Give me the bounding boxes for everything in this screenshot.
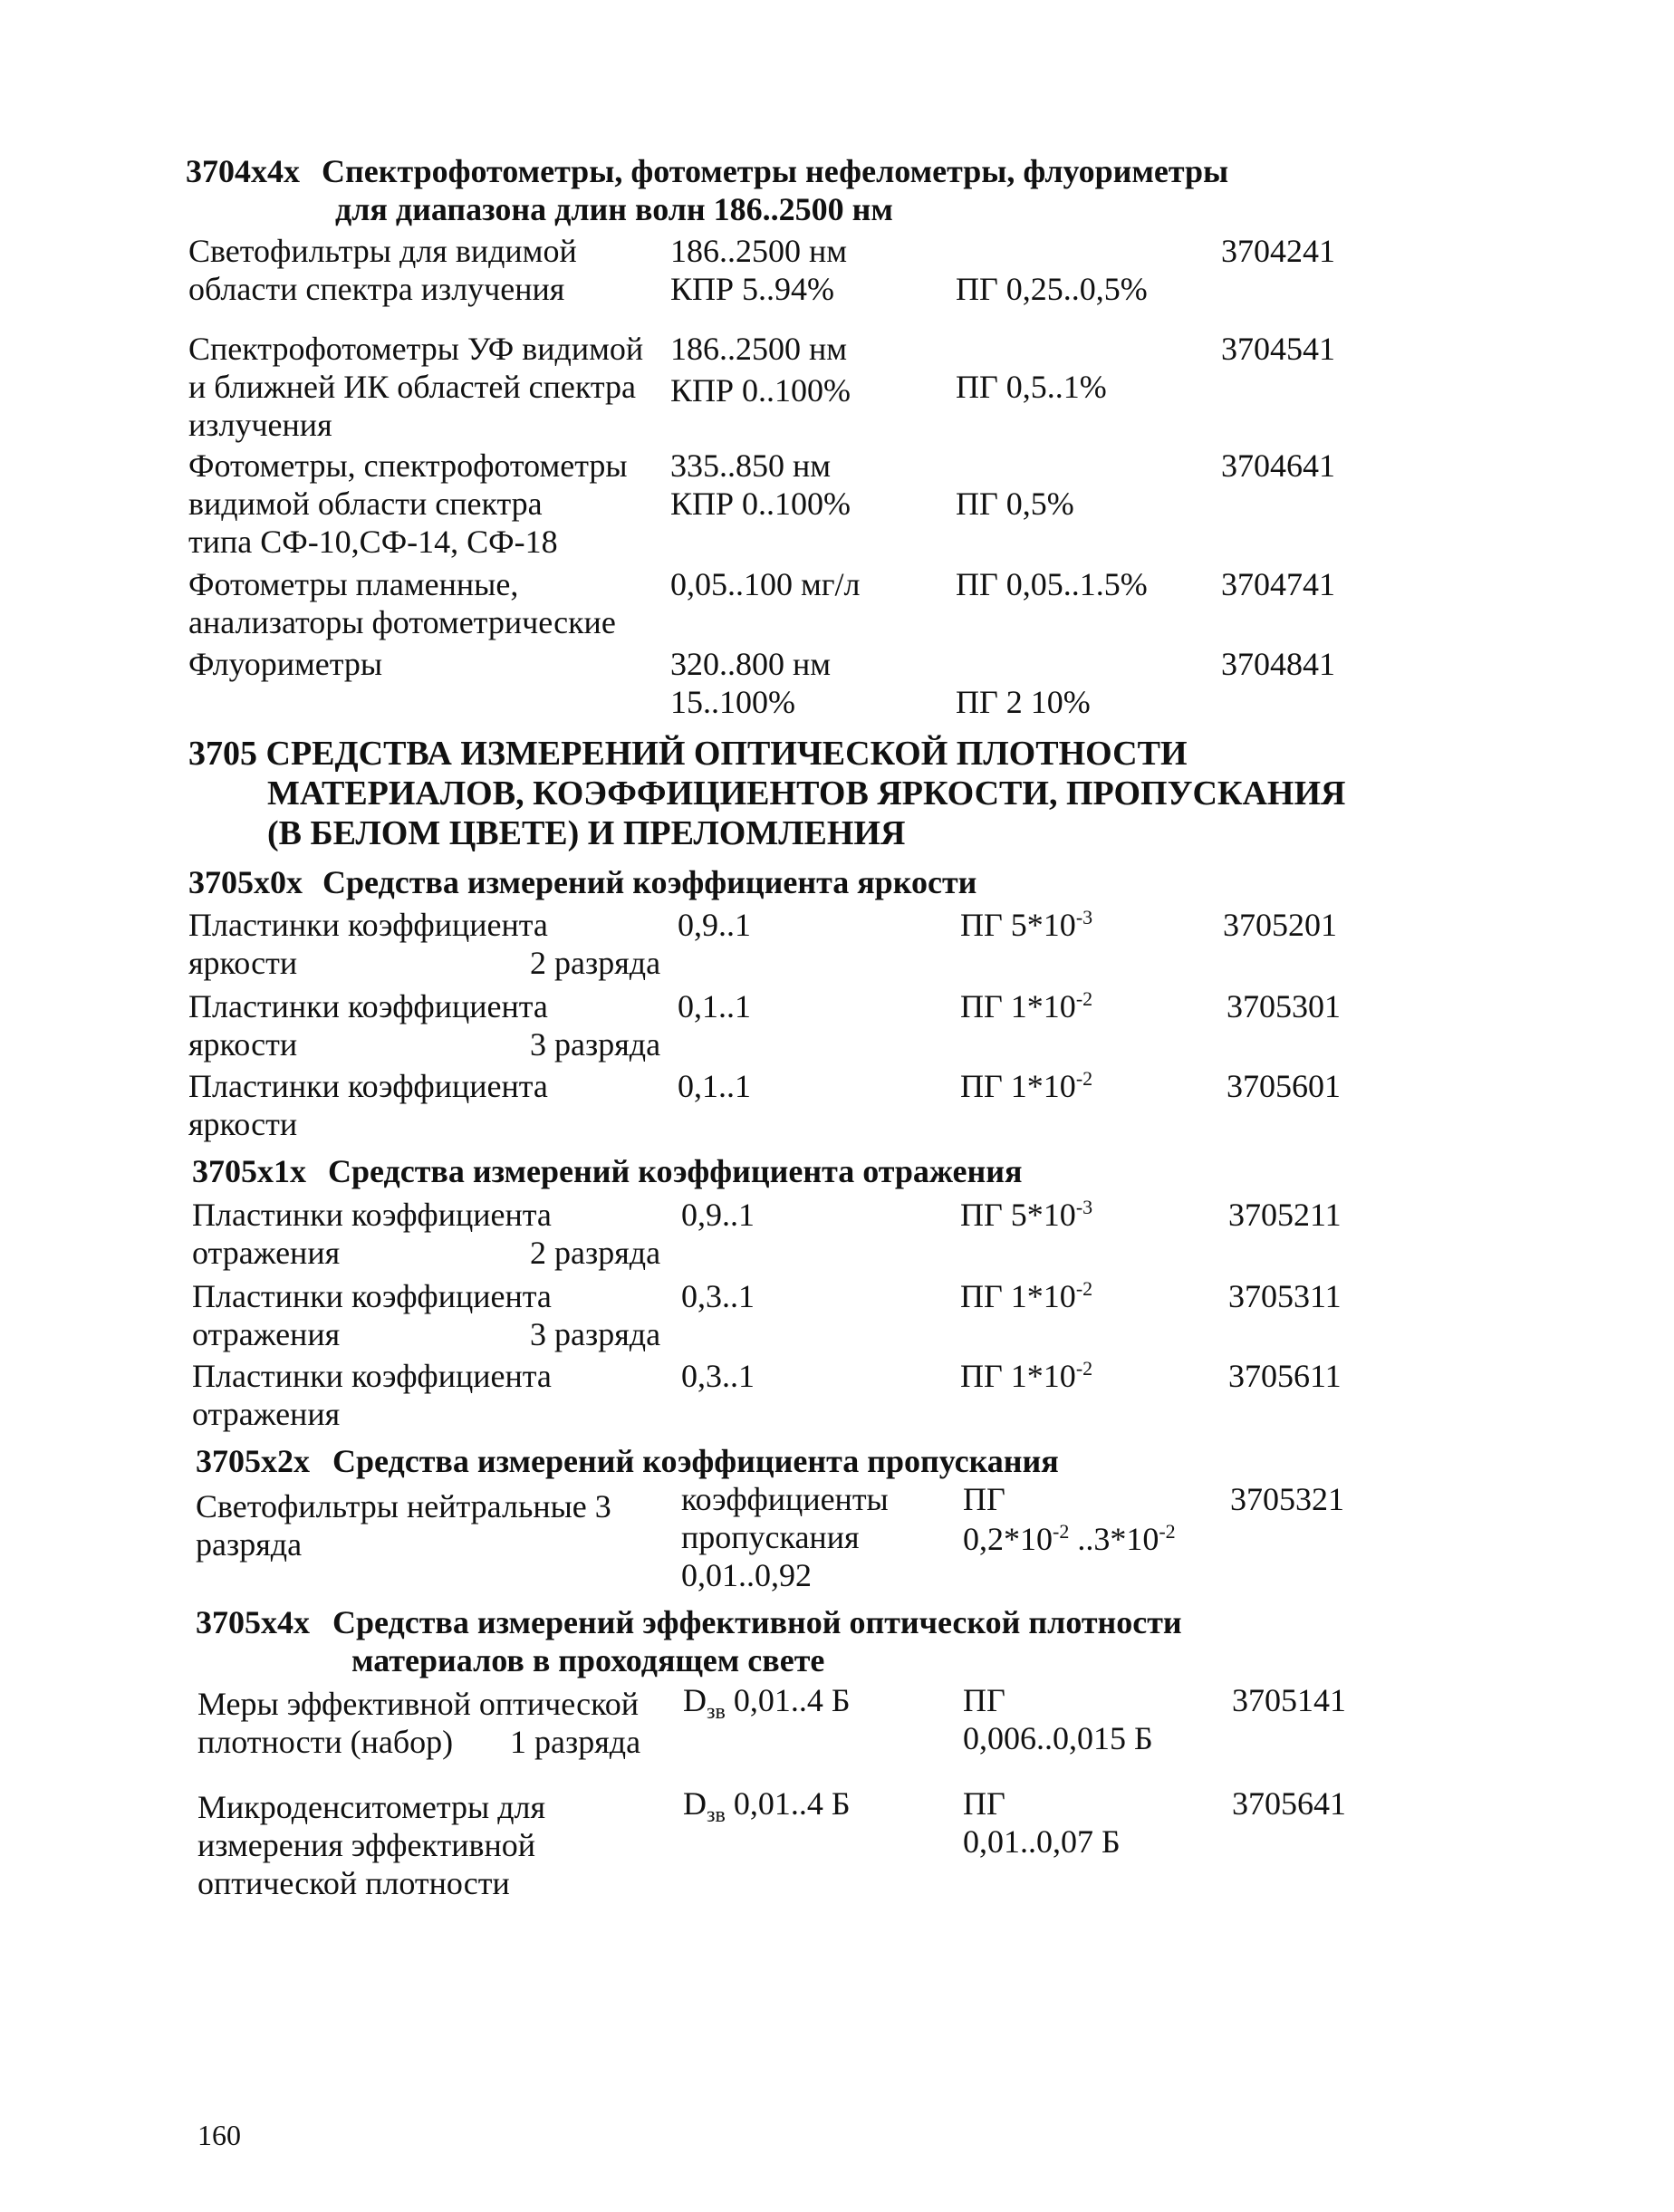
item-name-cont: видимой области спектра — [188, 486, 543, 522]
subsection-title: Средства измерений коэффициента отражения — [328, 1153, 1023, 1189]
subsection-code: 3705x0x — [188, 864, 303, 900]
section-heading-cont: МАТЕРИАЛОВ, КОЭФФИЦИЕНТОВ ЯРКОСТИ, ПРОПУСКАНИЯ — [267, 774, 1346, 813]
item-range: коэффициенты — [681, 1481, 889, 1517]
subsection-title: Средства измерений эффективной оптической плотности — [332, 1604, 1182, 1640]
item-code: 3704241 — [1221, 233, 1335, 269]
item-grade: 3 разряда — [530, 1316, 661, 1352]
item-accuracy: ПГ — [963, 1785, 1005, 1822]
item-name: Фотометры пламенные, — [188, 566, 519, 602]
subsection-code: 3705x2x — [196, 1443, 310, 1479]
item-name-cont: яркости — [188, 1026, 298, 1063]
item-accuracy: ПГ — [963, 1682, 1005, 1718]
item-range-cont: 0,01..0,92 — [681, 1557, 812, 1593]
item-name-cont: плотности (набор) — [197, 1724, 454, 1760]
item-accuracy: ПГ — [963, 1481, 1005, 1517]
item-accuracy-cont: 0,006..0,015 Б — [963, 1720, 1153, 1756]
item-accuracy: ПГ $1*10^{-2}$ — [960, 987, 1093, 1024]
item-code: 3705311 — [1228, 1278, 1342, 1314]
item-code: 3704641 — [1221, 447, 1335, 484]
subsection-code: 3704x4x — [186, 153, 300, 189]
subsection-title-cont: для диапазона длин волн 186..2500 нм — [335, 191, 893, 227]
item-code: 3705611 — [1228, 1358, 1342, 1394]
item-name: Пластинки коэффициента — [188, 988, 548, 1024]
subsection-code: 3705x1x — [192, 1153, 306, 1189]
item-name: Пластинки коэффициента — [188, 1068, 548, 1104]
item-name: Пластинки коэффициента — [192, 1278, 552, 1314]
item-grade: 2 разряда — [530, 945, 661, 981]
item-accuracy: ПГ 0,05..1.5% — [956, 566, 1148, 602]
item-name-cont: и ближней ИК областей спектра — [188, 369, 637, 405]
section-heading-cont: (В БЕЛОМ ЦВЕТЕ) И ПРЕЛОМЛЕНИЯ — [267, 814, 906, 852]
item-name-cont: отражения — [192, 1316, 341, 1352]
item-accuracy: ПГ $1*10^{-2}$ — [960, 1277, 1093, 1314]
subsection-code: 3705x4x — [196, 1604, 310, 1640]
item-name-cont: оптической плотности — [197, 1865, 510, 1901]
item-code: 3705641 — [1232, 1785, 1346, 1822]
item-name: Светофильтры для видимой — [188, 233, 577, 269]
item-range-cont: КПР 0..100% — [670, 486, 851, 522]
item-code: 3705601 — [1227, 1068, 1341, 1104]
item-accuracy: ПГ 0,25..0,5% — [956, 271, 1148, 307]
item-code: 3705141 — [1232, 1682, 1346, 1718]
item-accuracy: ПГ $1*10^{-2}$ — [960, 1357, 1093, 1394]
item-accuracy: ПГ $5*10^{-3}$ — [960, 1196, 1093, 1233]
item-range-cont: 15..100% — [670, 684, 795, 720]
item-range: 320..800 нм — [670, 646, 832, 682]
item-name: Фотометры, спектрофотометры — [188, 447, 628, 484]
item-name-cont: разряда — [196, 1526, 303, 1563]
item-range: 0,3..1 — [681, 1358, 755, 1394]
item-name-cont: анализаторы фотометрические — [188, 604, 616, 640]
item-range: 0,05..100 мг/л — [670, 566, 861, 602]
item-grade: 3 разряда — [530, 1026, 661, 1063]
item-code: 3704841 — [1221, 646, 1335, 682]
item-range: 0,9..1 — [681, 1197, 755, 1233]
item-name: Спектрофотометры УФ видимой — [188, 331, 644, 367]
item-name: Флуориметры — [188, 646, 383, 682]
item-code: 3705301 — [1227, 988, 1341, 1024]
item-range: $D_{зв}$ 0,01..4 Б — [683, 1785, 851, 1828]
item-range: 0,3..1 — [681, 1278, 755, 1314]
item-name: Светофильтры нейтральные 3 — [196, 1488, 611, 1524]
subsection-title-cont: материалов в проходящем свете — [351, 1642, 825, 1678]
item-accuracy: ПГ 2 10% — [956, 684, 1091, 720]
item-accuracy: ПГ $5*10^{-3}$ — [960, 906, 1093, 943]
item-name: Пластинки коэффициента — [188, 907, 548, 943]
item-grade: 2 разряда — [530, 1235, 661, 1271]
item-range: 186..2500 нм — [670, 331, 848, 367]
item-accuracy-cont: $0,2*10^{-2}$ $..3*10^{-2}$ — [963, 1520, 1176, 1557]
item-name-cont: яркости — [188, 945, 298, 981]
item-name: Пластинки коэффициента — [192, 1197, 552, 1233]
item-code: 3705201 — [1223, 907, 1337, 943]
item-name: Меры эффективной оптической — [197, 1686, 640, 1722]
item-code: 3704541 — [1221, 331, 1335, 367]
item-name-cont: области спектра излучения — [188, 271, 565, 307]
item-range: 0,1..1 — [678, 988, 751, 1024]
item-name-cont: отражения — [192, 1235, 341, 1271]
item-range: 186..2500 нм — [670, 233, 848, 269]
item-accuracy: ПГ 0,5% — [956, 486, 1074, 522]
item-range: 0,9..1 — [678, 907, 751, 943]
item-grade: 1 разряда — [510, 1724, 641, 1760]
item-accuracy-cont: 0,01..0,07 Б — [963, 1823, 1121, 1860]
subsection-title: Средства измерений коэффициента пропускания — [332, 1443, 1059, 1479]
item-name-cont: отражения — [192, 1396, 341, 1432]
item-name-cont: типа СФ-10,СФ-14, СФ-18 — [188, 524, 558, 560]
item-accuracy: ПГ 0,5..1% — [956, 369, 1107, 405]
item-name: Пластинки коэффициента — [192, 1358, 552, 1394]
subsection-title: Спектрофотометры, фотометры нефелометры, флуориметры — [322, 153, 1229, 189]
item-code: 3704741 — [1221, 566, 1335, 602]
item-range-cont: КПР 0..100% — [670, 372, 851, 409]
subsection-title: Средства измерений коэффициента яркости — [322, 864, 977, 900]
item-range: 0,1..1 — [678, 1068, 751, 1104]
item-name: Микроденситометры для — [197, 1789, 546, 1825]
item-name-cont: излучения — [188, 407, 332, 443]
item-name-cont: измерения эффективной — [197, 1827, 536, 1863]
item-range: $D_{зв}$ 0,01..4 Б — [683, 1682, 851, 1725]
item-range: 335..850 нм — [670, 447, 832, 484]
item-code: 3705211 — [1228, 1197, 1342, 1233]
item-name-cont: яркости — [188, 1106, 298, 1142]
item-code: 3705321 — [1230, 1481, 1344, 1517]
page-number: 160 — [197, 2119, 241, 2151]
section-heading: 3705 СРЕДСТВА ИЗМЕРЕНИЙ ОПТИЧЕСКОЙ ПЛОТНОСТИ — [188, 735, 1188, 773]
item-accuracy: ПГ $1*10^{-2}$ — [960, 1067, 1093, 1104]
item-range-cont: КПР 5..94% — [670, 271, 835, 307]
item-range-cont: пропускания — [681, 1519, 860, 1555]
